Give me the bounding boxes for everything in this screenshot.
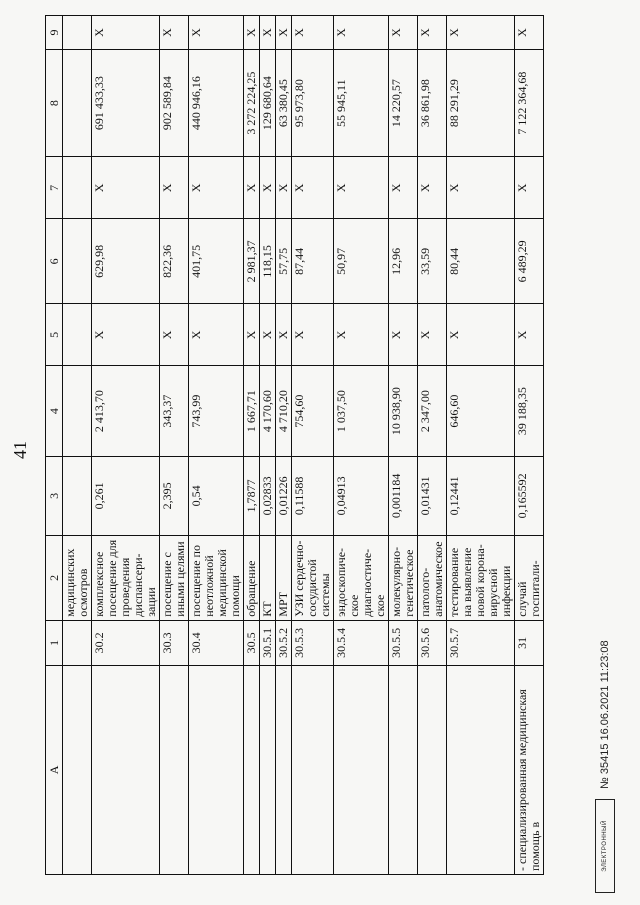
table-cell: 754,60 [292,366,334,456]
table-cell: 129 680,64 [260,49,276,156]
table-cell: случай госпитали- [515,535,544,620]
table-cell: X [276,157,292,219]
table-cell: 902 589,84 [160,49,189,156]
table-row [515,16,544,875]
table-cell: 30.5.4 [334,620,389,665]
table-cell: 1 667,71 [244,366,260,456]
table-cell: 4 710,20 [276,366,292,456]
table-row [92,16,160,875]
table-cell: 0,04913 [334,456,389,535]
table-cell: 57,75 [276,219,292,304]
table-cell: 0,261 [92,456,160,535]
table-cell: X [92,157,160,219]
table-cell: патолого-анатомическое [418,535,447,620]
table-cell: X [515,157,544,219]
table-header [46,16,63,875]
header-cell: 1 [46,620,63,665]
table-cell: X [447,304,515,366]
table-cell: КТ [260,535,276,620]
table-cell: X [189,304,244,366]
header-row [46,16,63,875]
table-cell: X [334,16,389,50]
table-cell: 440 946,16 [189,49,244,156]
table-cell [63,665,92,874]
table-cell: 2 347,00 [418,366,447,456]
stamp-logo [595,799,615,893]
table-cell: 30.3 [160,620,189,665]
table-row [189,16,244,875]
table-cell: УЗИ сердечно-сосудистой системы [292,535,334,620]
table-cell: 95 973,80 [292,49,334,156]
table-cell: X [244,304,260,366]
table-cell: X [418,304,447,366]
table-row [160,16,189,875]
table-cell: 343,37 [160,366,189,456]
table-cell: X [244,157,260,219]
table-cell: 87,44 [292,219,334,304]
table-cell: 3 272 224,25 [244,49,260,156]
table-cell: X [244,16,260,50]
table-cell: 30.5.5 [389,620,418,665]
stamp-text: № 35415 16.06.2021 11:23:08 [599,640,611,789]
table-cell: 31 [515,620,544,665]
table-cell: X [334,304,389,366]
table-cell: X [276,304,292,366]
table-cell: 30.4 [189,620,244,665]
table-cell: 36 861,98 [418,49,447,156]
table-row [389,16,418,875]
table-cell: X [292,16,334,50]
table-cell: X [292,304,334,366]
table-cell: X [92,304,160,366]
table-cell: 2 981,37 [244,219,260,304]
table-cell [160,665,189,874]
table-cell: X [515,16,544,50]
table-cell [276,665,292,874]
table-cell: 691 433,33 [92,49,160,156]
table-cell: X [189,157,244,219]
header-cell: 6 [46,219,63,304]
table-cell [63,16,92,50]
table-cell [63,219,92,304]
table-cell: X [515,304,544,366]
table-cell: 0,54 [189,456,244,535]
table-cell: 7 122 364,68 [515,49,544,156]
table-cell [63,157,92,219]
header-cell: 7 [46,157,63,219]
table-cell [334,665,389,874]
table-cell: 1,7877 [244,456,260,535]
table-cell: 33,59 [418,219,447,304]
table-cell: 14 220,57 [389,49,418,156]
table-cell: X [189,16,244,50]
table-cell [260,665,276,874]
table-cell: 10 938,90 [389,366,418,456]
header-cell: 5 [46,304,63,366]
table-cell: 822,36 [160,219,189,304]
table-cell: 2 413,70 [92,366,160,456]
table-cell: X [160,304,189,366]
table-cell: 629,98 [92,219,160,304]
table-row [244,16,260,875]
table-cell: 30.5 [244,620,260,665]
registration-stamp [594,393,616,893]
table-cell: 0,001184 [389,456,418,535]
table-cell: X [389,16,418,50]
table-cell: X [389,157,418,219]
table-cell: X [447,157,515,219]
table-cell [189,665,244,874]
table-cell [447,665,515,874]
table-cell: 0,01431 [418,456,447,535]
table-row [276,16,292,875]
table-cell: 4 170,60 [260,366,276,456]
header-cell: 3 [46,456,63,535]
table-cell [389,665,418,874]
table-cell: X [389,304,418,366]
table-cell [63,456,92,535]
table-cell: 39 188,35 [515,366,544,456]
table-cell [92,665,160,874]
table-cell: X [447,16,515,50]
table-cell: 118,15 [260,219,276,304]
stamp-logo-text: ЭЛЕКТРОННЫЙ [602,820,608,872]
table-cell: 63 380,45 [276,49,292,156]
table-cell: 30.5.7 [447,620,515,665]
table-cell [244,665,260,874]
table-cell: посещение по неотложной медицинской помощи [189,535,244,620]
table-cell: X [418,157,447,219]
table-cell [63,366,92,456]
table-cell: X [418,16,447,50]
table-cell: 1 037,50 [334,366,389,456]
table-cell [63,49,92,156]
header-cell: 4 [46,366,63,456]
table-cell: 0,11588 [292,456,334,535]
table-cell: 0,165592 [515,456,544,535]
table-cell: X [160,157,189,219]
table-cell: молекулярно-генетическое [389,535,418,620]
table-cell: X [160,16,189,50]
header-cell: 2 [46,535,63,620]
table-cell [418,665,447,874]
table-cell: - специализированная медицинская помощь в [515,665,544,874]
table-row [63,16,92,875]
table-cell: X [276,16,292,50]
table-cell: X [260,304,276,366]
table-cell: 401,75 [189,219,244,304]
table-cell: X [334,157,389,219]
tariff-table [45,15,544,875]
table-cell: эндоскопиче-ское диагностиче-ское [334,535,389,620]
table-cell: 0,01226 [276,456,292,535]
table-cell: 80,44 [447,219,515,304]
table-cell: 30.2 [92,620,160,665]
table-cell: МРТ [276,535,292,620]
table-cell: обращение [244,535,260,620]
table-row [447,16,515,875]
table-row [418,16,447,875]
table-cell: комплексное посещение для проведения диспансери-зации [92,535,160,620]
header-cell: 9 [46,16,63,50]
header-cell: А [46,665,63,874]
table-cell: медицинских осмотров [63,535,92,620]
table-row [292,16,334,875]
table-cell: 743,99 [189,366,244,456]
table-cell: 0,02833 [260,456,276,535]
table-cell: 30.5.3 [292,620,334,665]
table-cell: 55 945,11 [334,49,389,156]
table-cell [63,620,92,665]
table-cell: 30.5.1 [260,620,276,665]
table-cell: 50,97 [334,219,389,304]
table-cell: посещение с иными целями [160,535,189,620]
table-cell: 6 489,29 [515,219,544,304]
table-cell: X [260,157,276,219]
table-cell: 88 291,29 [447,49,515,156]
table-cell: 646,60 [447,366,515,456]
table-cell [292,665,334,874]
table-cell: X [260,16,276,50]
page-number: 41 [10,441,30,459]
header-cell: 8 [46,49,63,156]
table-body [63,16,544,875]
table-cell: 0,12441 [447,456,515,535]
table-cell: X [92,16,160,50]
table-cell [63,304,92,366]
table-cell: 30.5.2 [276,620,292,665]
table-cell: 2,395 [160,456,189,535]
table-cell: 12,96 [389,219,418,304]
table-row [334,16,389,875]
table-cell: X [292,157,334,219]
table-cell: тестирование на выявление новой корона-вирусной инфекции [447,535,515,620]
table-row [260,16,276,875]
table-cell: 30.5.6 [418,620,447,665]
